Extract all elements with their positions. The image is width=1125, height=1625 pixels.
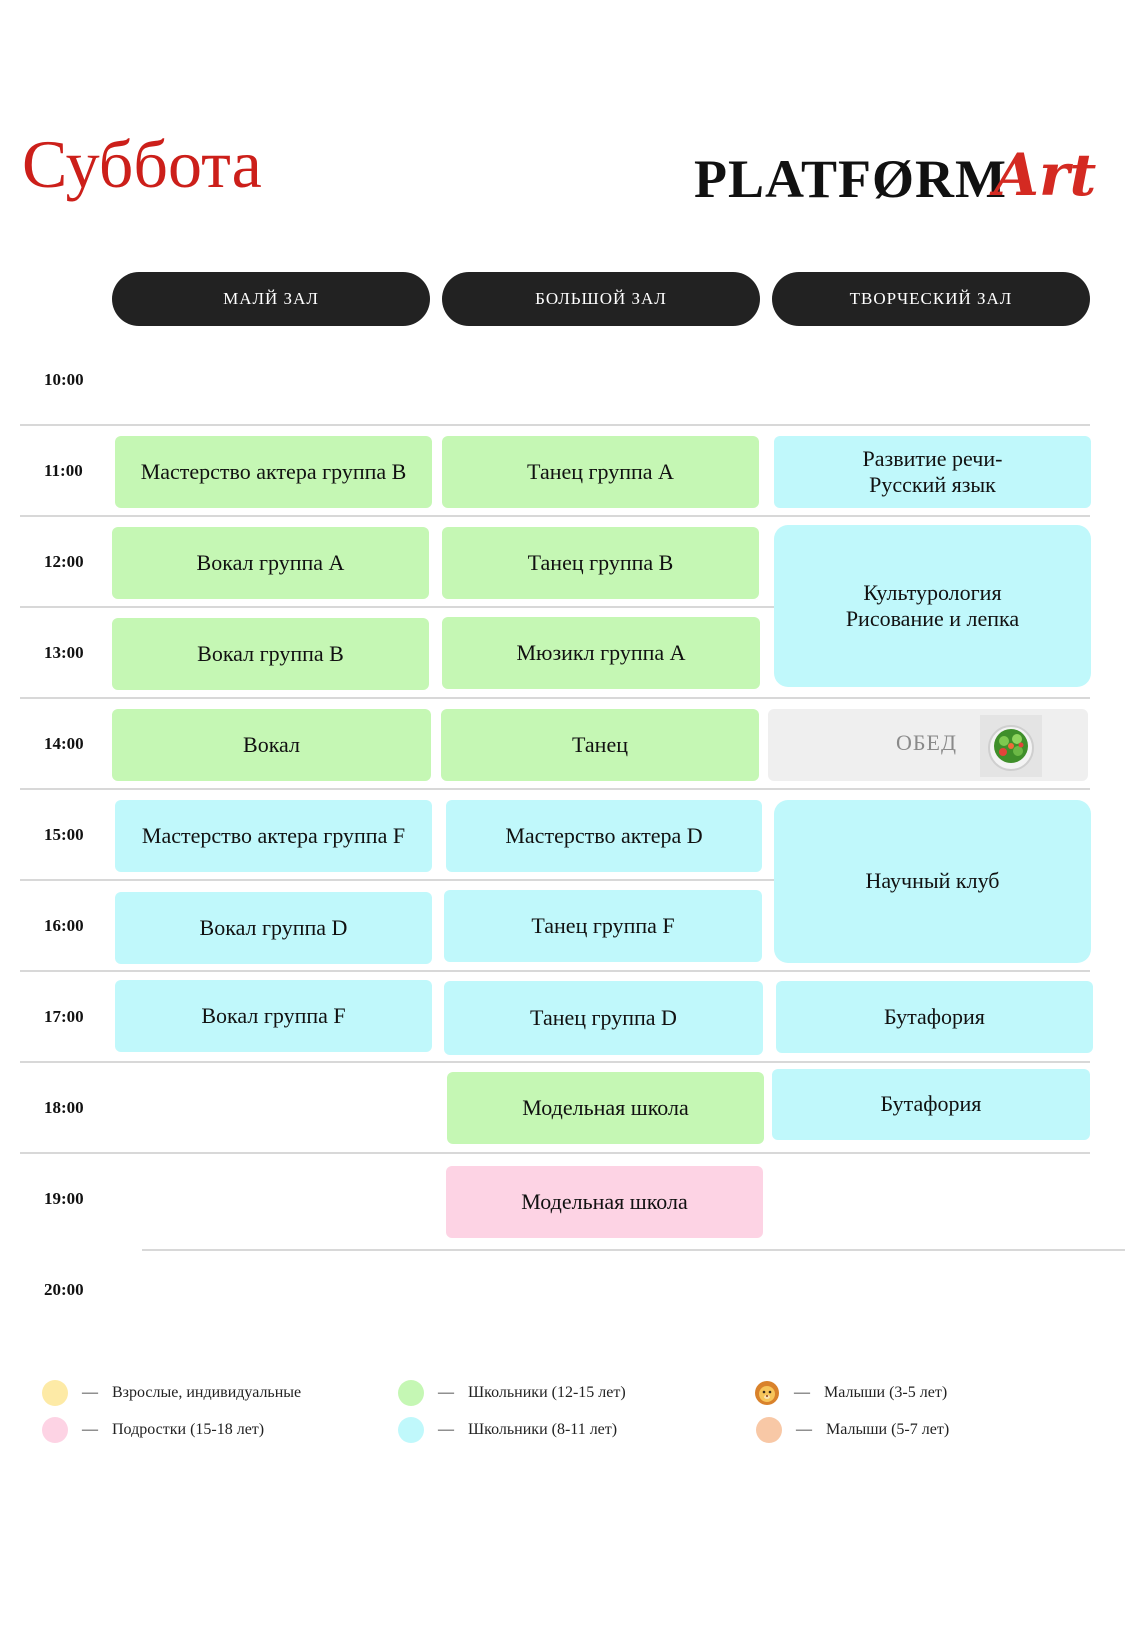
time-label: 15:00 <box>44 825 84 844</box>
time-label: 11:00 <box>44 461 83 480</box>
session-small-1400[interactable]: Вокал <box>112 709 431 781</box>
time-label: 14:00 <box>44 734 84 753</box>
row-divider <box>20 1061 1090 1063</box>
time-label: 18:00 <box>44 1098 84 1117</box>
row-divider <box>142 1249 1125 1251</box>
legend-dot-pink <box>42 1417 68 1443</box>
session-creative-1200[interactable]: Культурология Рисование и лепка <box>774 525 1091 687</box>
session-big-1100[interactable]: Танец группа A <box>442 436 759 508</box>
legend-label: Школьники (8-11 лет) <box>468 1421 618 1438</box>
legend-dash: — <box>438 1384 454 1401</box>
session-creative-1800[interactable]: Бутафория <box>772 1069 1090 1140</box>
legend-label: Малыши (3-5 лет) <box>824 1384 948 1401</box>
salad-icon <box>980 715 1042 777</box>
legend-dash: — <box>82 1384 98 1401</box>
legend-label: Взрослые, индивидуальные <box>112 1384 302 1401</box>
row-divider <box>20 606 775 608</box>
legend-adults <box>42 1378 301 1408</box>
lunch-label: ОБЕД <box>896 730 957 755</box>
session-small-1500[interactable]: Мастерство актера группа F <box>115 800 432 872</box>
row-divider <box>20 424 1090 426</box>
legend-school-12-15 <box>398 1378 626 1408</box>
session-creative-1100[interactable]: Развитие речи- Русский язык <box>774 436 1091 508</box>
logo-accent: Art <box>994 141 1097 209</box>
platform-art-logo <box>694 141 1097 232</box>
session-big-1200[interactable]: Танец группа B <box>442 527 759 599</box>
time-label: 19:00 <box>44 1189 84 1208</box>
session-big-1900[interactable]: Модельная школа <box>446 1166 763 1238</box>
time-label: 17:00 <box>44 1007 84 1026</box>
session-creative-1500[interactable]: Научный клуб <box>774 800 1091 963</box>
legend-dash: — <box>82 1421 98 1438</box>
legend-school-8-11 <box>398 1415 617 1445</box>
legend-dash: — <box>438 1421 454 1438</box>
hall-header-small: МАЛЙ ЗАЛ <box>112 272 430 326</box>
legend-label: Малыши (5-7 лет) <box>826 1421 950 1438</box>
legend-dot-cyan <box>398 1417 424 1443</box>
lion-icon <box>754 1380 780 1406</box>
legend-dot-yellow <box>42 1380 68 1406</box>
time-label: 16:00 <box>44 916 84 935</box>
legend-dash: — <box>794 1384 810 1401</box>
legend-kids-3-5 <box>754 1378 947 1408</box>
legend-label: Школьники (12-15 лет) <box>468 1384 626 1401</box>
session-big-1300[interactable]: Мюзикл группа A <box>442 617 760 689</box>
session-small-1600[interactable]: Вокал группа D <box>115 892 432 964</box>
legend-dot-peach <box>756 1417 782 1443</box>
time-label: 10:00 <box>44 370 84 389</box>
session-small-1200[interactable]: Вокал группа A <box>112 527 429 599</box>
row-divider <box>20 970 1090 972</box>
hall-header-creative: ТВОРЧЕСКИЙ ЗАЛ <box>772 272 1090 326</box>
time-label: 12:00 <box>44 552 84 571</box>
logo-wordmark: PLATFØRM <box>694 149 1007 209</box>
row-divider <box>20 515 1090 517</box>
row-divider <box>20 879 775 881</box>
legend-kids-5-7 <box>756 1415 949 1445</box>
session-creative-1700[interactable]: Бутафория <box>776 981 1093 1053</box>
session-small-1300[interactable]: Вокал группа B <box>112 618 429 690</box>
row-divider <box>20 1152 1090 1154</box>
session-big-1400[interactable]: Танец <box>441 709 759 781</box>
hall-header-big: БОЛЬШОЙ ЗАЛ <box>442 272 760 326</box>
row-divider <box>20 697 1090 699</box>
session-big-1600[interactable]: Танец группа F <box>444 890 762 962</box>
session-small-1100[interactable]: Мастерство актера группа B <box>115 436 432 508</box>
session-big-1700[interactable]: Танец группа D <box>444 981 763 1055</box>
page-title: Суббота <box>22 126 262 202</box>
session-small-1700[interactable]: Вокал группа F <box>115 980 432 1052</box>
time-label: 13:00 <box>44 643 84 662</box>
session-big-1500[interactable]: Мастерство актера D <box>446 800 762 872</box>
legend-dot-green <box>398 1380 424 1406</box>
legend-label: Подростки (15-18 лет) <box>112 1421 265 1438</box>
time-label: 20:00 <box>44 1280 84 1299</box>
session-big-1800[interactable]: Модельная школа <box>447 1072 764 1144</box>
lunch-break <box>768 709 1088 781</box>
legend-teens <box>42 1415 264 1445</box>
legend-dash: — <box>796 1421 812 1438</box>
row-divider <box>20 788 1090 790</box>
